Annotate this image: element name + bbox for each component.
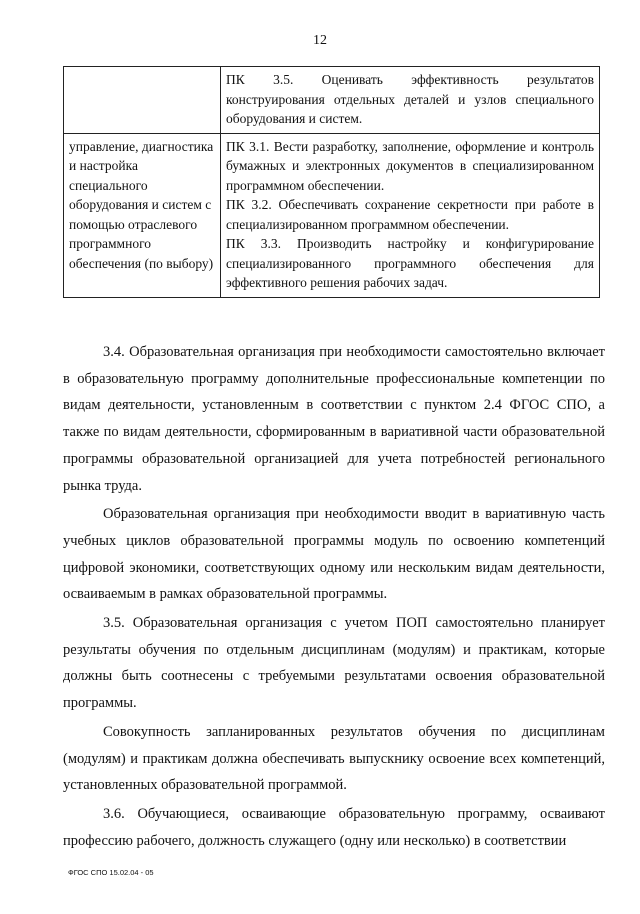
table-row (64, 67, 600, 134)
paragraph: Образовательная организация при необходимости вводит в вариативную часть учебных циклов образовательной программы модуль по освоению компетенций цифровой экономики, соответствующих одному или нескольким видам деятельности, осваиваемым в рамках образовательной программы. (63, 506, 605, 603)
paragraph: 3.5. Образовательная организация с учетом ПОП самостоятельно планирует результаты обучения по отдельным дисциплинам (модулям) и практикам, которые должны быть соотнесены с требуемыми результатами освоения образовательной программы. (63, 615, 605, 712)
footer-standard-code: ФГОС СПО 15.02.04 - 05 (68, 868, 154, 877)
competency-table (63, 66, 600, 298)
competency-cell (221, 67, 600, 134)
competency-item: ПК 3.3. Производить настройку и конфигурирование специализированного программного обеспечения для эффективного решения рабочих задач. (226, 236, 594, 290)
competency-item: ПК 3.2. Обеспечивать сохранение секретности при работе в специализированном программном обеспечении. (226, 197, 594, 232)
competency-item: ПК 3.5. Оценивать эффективность результатов конструирования отдельных деталей и узлов специального оборудования и систем. (226, 72, 594, 126)
body-text (63, 339, 605, 854)
paragraph: 3.4. Образовательная организация при необходимости самостоятельно включает в образовательную программу дополнительные профессиональные компетенции по видам деятельности, установленным в соответствии с пунктом 2.4 ФГОС СПО, а также по видам деятельности, сформированным в вариативной части образовательной программы образовательной организацией для учета потребностей регионального рынка труда. (63, 344, 605, 494)
paragraph: 3.6. Обучающиеся, осваивающие образовательную программу, осваивают профессию рабочего, должность служащего (одну или несколько) в соответствии (63, 805, 605, 849)
paragraph: Совокупность запланированных результатов обучения по дисциплинам (модулям) и практикам должна обеспечивать выпускнику освоение всех компетенций, установленных образовательной программой. (63, 723, 605, 794)
activity-cell (64, 67, 221, 134)
activity-cell: управление, диагностика и настройка специального оборудования и систем с помощью отраслевого программного обеспечения (по выбору) (64, 133, 221, 297)
competency-item: ПК 3.1. Вести разработку, заполнение, оформление и контроль бумажных и электронных документов в специализированном программном обеспечении. (226, 138, 594, 193)
competency-cell (221, 133, 600, 297)
table-row (64, 133, 600, 297)
page-number: 12 (313, 33, 327, 48)
